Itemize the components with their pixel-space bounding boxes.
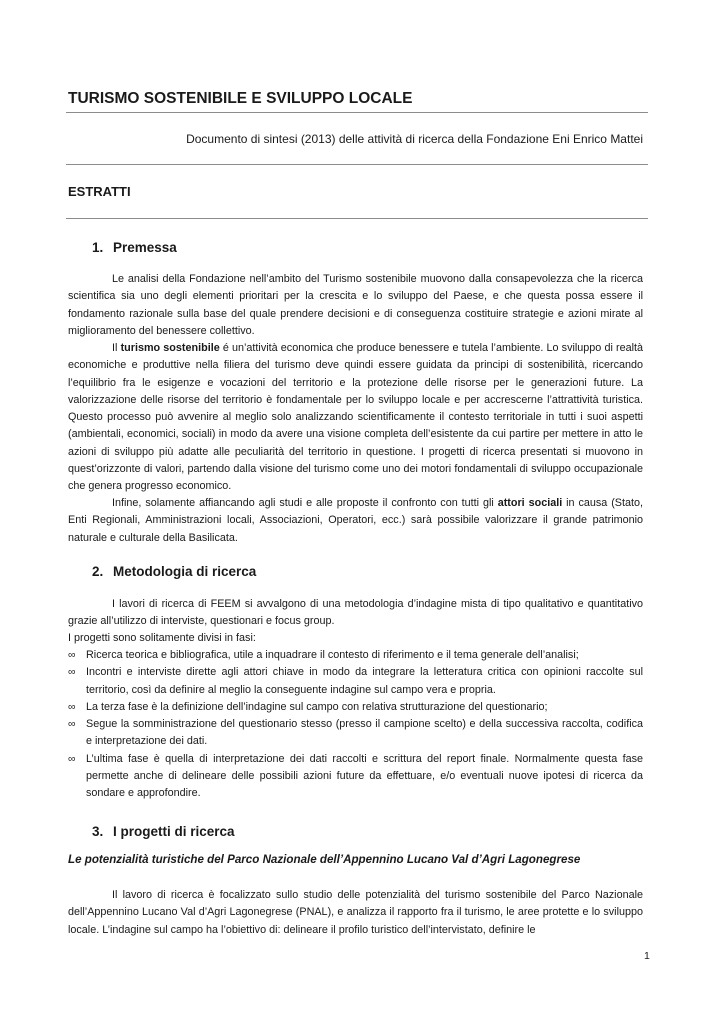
paragraph: Il lavoro di ricerca è focalizzato sullo studio delle potenzialità del turismo sostenibile del Parco Nazionale dell’Appennino Lucano Val d’Agri Lagonegrese (PNAL), e analizza il rapporto fra il turismo, le aree protette e lo sviluppo locale. L’indagine sul campo ha l’obiettivo di: delineare il profilo turistico dell’intervistato, definire le xyxy=(68,889,643,936)
bold-term: attori sociali xyxy=(497,497,563,509)
subtitle-divider xyxy=(66,164,648,165)
project-subheading: Le potenzialità turistiche del Parco Nazionale dell’Appennino Lucano Val d’Agri Lagonegrese xyxy=(68,853,581,866)
phase-list xyxy=(68,647,643,803)
section-number: 2. xyxy=(92,564,104,579)
list-item-text: Segue la somministrazione del questionario stesso (presso il campione scelto) e della successiva raccolta, codifica e interpretazione dei dati. xyxy=(86,718,643,748)
list-item-text: Incontri e interviste dirette agli attori chiave in modo da integrare la letteratura critica con opinioni raccolte sul territorio, così da definire al meglio la conseguente indagine sul campo vera e propria. xyxy=(86,666,643,696)
section-heading-premessa xyxy=(92,240,177,255)
paragraph xyxy=(68,340,643,496)
section-number: 3. xyxy=(92,824,104,839)
list-item-text: La terza fase è la definizione dell’indagine sul campo con relativa strutturazione del questionario; xyxy=(86,700,548,713)
list-item-text: L’ultima fase è quella di interpretazione dei dati raccolti e scrittura del report finale. Normalmente questa fase permette anche di delineare delle possibili azioni future da effettuare, e/o eventuali nuove ipotesi di ricerca da sondare e approfondire. xyxy=(86,752,643,800)
title-divider xyxy=(66,112,648,113)
section-title: Premessa xyxy=(113,240,177,255)
list-item-text: Ricerca teorica e bibliografica, utile a inquadrare il contesto di riferimento e il tema generale dell’analisi; xyxy=(86,649,579,661)
section-title: I progetti di ricerca xyxy=(113,824,235,839)
document-subtitle: Documento di sintesi (2013) delle attività di ricerca della Fondazione Eni Enrico Mattei xyxy=(186,132,643,146)
infinity-bullet-icon: ∞ xyxy=(68,666,76,679)
list-item xyxy=(68,647,643,664)
infinity-bullet-icon: ∞ xyxy=(68,649,76,661)
paragraph: I progetti sono solitamente divisi in fasi: xyxy=(68,632,256,644)
section-heading-progetti xyxy=(92,824,235,839)
infinity-bullet-icon: ∞ xyxy=(68,700,76,713)
list-item xyxy=(68,716,643,751)
extracts-divider xyxy=(66,218,648,219)
list-item xyxy=(68,751,643,803)
paragraph: Le analisi della Fondazione nell’ambito del Turismo sostenibile muovono dalla consapevolezza che la ricerca scientifica sia uno degli elementi prioritari per la crescita e lo sviluppo del Paese, e che questa possa essere il fondamento razionale sulla base del quale prendere decisioni e di conseguenza costituire strategie e azioni mirate al miglioramento del benessere collettivo. xyxy=(68,273,643,337)
list-item xyxy=(68,699,643,716)
section-number: 1. xyxy=(92,240,104,255)
paragraph-text: Infine, solamente affiancando agli studi e alle proposte il confronto con tutti gli xyxy=(112,497,498,509)
page-number: 1 xyxy=(644,950,650,962)
paragraph-text: in causa (Stato, Enti Regionali, Amministrazioni locali, Associazioni, Operatori, ecc.) sarà possibile valorizzare il grande patrimonio naturale e culturale della Basilicata. xyxy=(68,497,643,544)
document-title: TURISMO SOSTENIBILE E SVILUPPO LOCALE xyxy=(68,90,413,107)
section-heading-metodologia xyxy=(92,564,256,579)
list-item xyxy=(68,664,643,699)
bold-term: turismo sostenibile xyxy=(120,342,220,354)
paragraph-text: é un’attività economica che produce benessere e tutela l’ambiente. Lo sviluppo di realtà economiche e produttive nella filiera del turismo deve quindi essere guidata da principi di sostenibilità, ricercando l’equilibrio fra le esigenze e vocazioni del territorio e la protezione delle risorse per le generazioni future. La valorizzazione delle risorse del territorio è fondamentale per lo sviluppo locale e per accrescerne l’attrattività turistica. Questo processo può avvenire al meglio solo analizzando scientificamente il contesto territoriale in tutti i suoi aspetti (ambientali, economici, sociali) in modo da avere una visione completa dell’esistente da cui partire per mettere in atto le azioni di sviluppo più adatte alle peculiarità del territorio in questione. I progetti di ricerca presentati si muovono in quest’orizzonte di valori, partendo dalla visione del turismo come uno dei motori fondamentali di sviluppo occupazionale che genera progresso economico. xyxy=(68,342,644,493)
infinity-bullet-icon: ∞ xyxy=(68,752,76,765)
extracts-label: ESTRATTI xyxy=(68,184,131,199)
section-title: Metodologia di ricerca xyxy=(113,564,257,579)
paragraph-text: Il xyxy=(112,342,121,354)
paragraph xyxy=(68,495,643,547)
paragraph: I lavori di ricerca di FEEM si avvalgono di una metodologia d’indagine mista di tipo qualitativo e quantitativo grazie all’utilizzo di interviste, questionari e focus group. xyxy=(68,598,643,628)
infinity-bullet-icon: ∞ xyxy=(68,718,76,731)
